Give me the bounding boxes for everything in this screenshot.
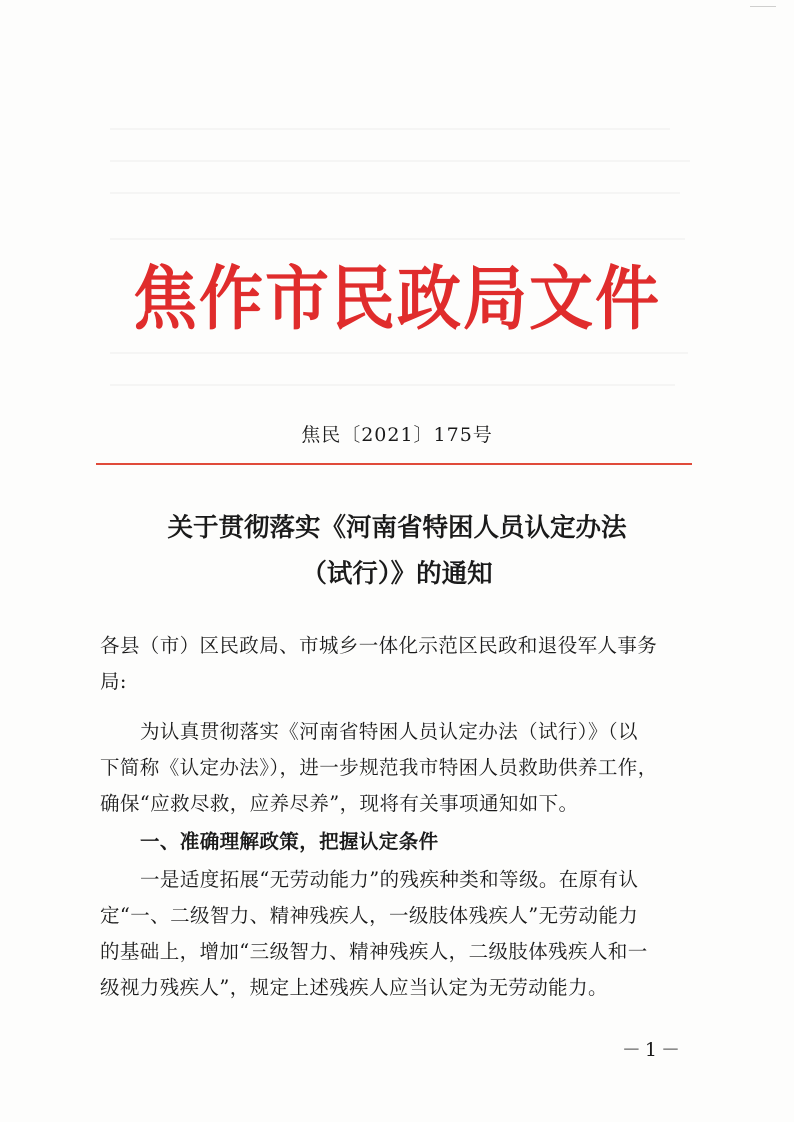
intro-line: 为认真贯彻落实《河南省特困人员认定办法（试行）》（以 (140, 720, 638, 743)
page-number: －1－ (621, 1039, 684, 1061)
intro-paragraph (100, 714, 692, 822)
recipients-line: 局: (100, 670, 127, 693)
section1-paragraph (100, 862, 692, 1006)
notice-title-line: 关于贯彻落实《河南省特困人员认定办法 (167, 513, 627, 543)
bleed-through-line (110, 160, 690, 162)
bleed-through-line (110, 128, 670, 130)
section-heading: 一、准确理解政策，把握认定条件 (140, 830, 439, 853)
bleed-through-line (110, 238, 685, 240)
paragraph-line: 定“一、二级智力、精神残疾人，一级肢体残疾人”无劳动能力 (100, 904, 639, 927)
red-divider-rule (96, 463, 692, 465)
notice-title (100, 505, 694, 597)
bleed-through-line (110, 352, 688, 354)
paragraph-line: 级视力残疾人”，规定上述残疾人应当认定为无劳动能力。 (100, 976, 608, 999)
paragraph-line: 一是适度拓展“无劳动能力”的残疾种类和等级。在原有认 (140, 868, 639, 891)
intro-line: 确保“应救尽救，应养尽养”，现将有关事项通知如下。 (100, 792, 579, 815)
bleed-through-line (110, 192, 680, 194)
recipients-line: 各县（市）区民政局、市城乡一体化示范区民政和退役军人事务 (100, 634, 658, 657)
scan-corner-mark (750, 6, 776, 13)
document-number: 焦民〔2021〕175号 (301, 424, 493, 446)
document-header-title: 焦作市民政局文件 (133, 260, 661, 340)
document-body (100, 628, 692, 1006)
paragraph-line: 的基础上，增加“三级智力、精神残疾人，二级肢体残疾人和一 (100, 940, 648, 963)
notice-title-line: （试行）》的通知 (301, 559, 493, 589)
intro-line: 下简称《认定办法》），进一步规范我市特困人员救助供养工作， (100, 756, 658, 779)
recipients-paragraph (100, 628, 692, 700)
bleed-through-line (110, 384, 675, 386)
